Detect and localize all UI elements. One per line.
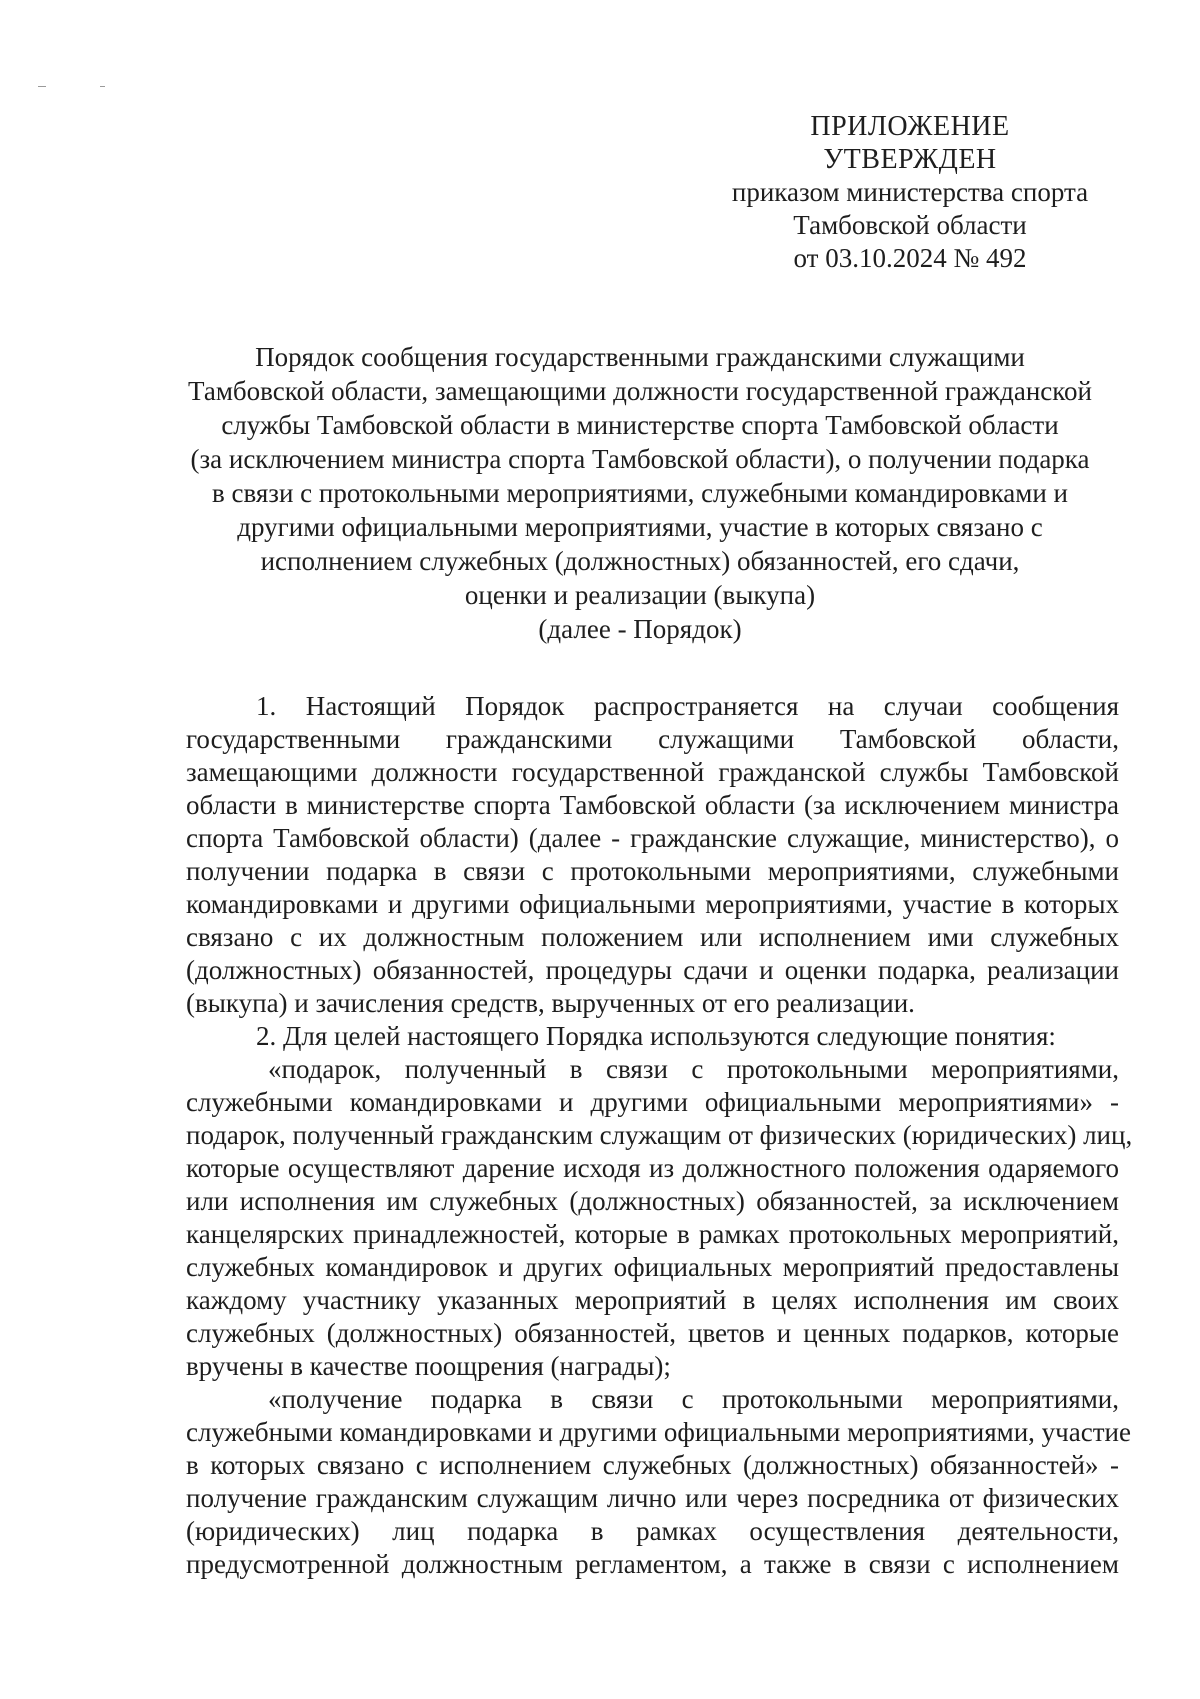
definition-1-line: или исполнения им служебных (должностных) обязанностей, за исключением (186, 1186, 1119, 1216)
definition-1-line: служебными командировками и другими официальными мероприятиями» - (186, 1087, 1119, 1117)
definition-2-line: в которых связано с исполнением служебных (должностных) обязанностей» - (186, 1450, 1119, 1480)
definition-1-line: подарок, полученный гражданским служащим от физических (юридических) лиц, (186, 1120, 1133, 1150)
order-region: Тамбовской области (793, 210, 1027, 240)
definition-1-line: служебных (должностных) обязанностей, цветов и ценных подарков, которые (186, 1318, 1119, 1348)
paragraph-1-line: командировками и другими официальными мероприятиями, участие в которых (186, 889, 1119, 919)
appendix-label: ПРИЛОЖЕНИЕ (810, 111, 1010, 142)
title-line: Порядок сообщения государственными гражданскими служащими (255, 342, 1025, 372)
definition-2-line: получение гражданским служащим лично или через посредника от физических (186, 1483, 1119, 1513)
paragraph-1-line: (должностных) обязанностей, процедуры сдачи и оценки подарка, реализации (186, 955, 1119, 985)
paragraph-1-line: получении подарка в связи с протокольными мероприятиями, служебными (186, 856, 1119, 886)
scan-mark (100, 86, 105, 87)
definition-2-line: предусмотренной должностным регламентом, а также в связи с исполнением (186, 1549, 1119, 1579)
title-line: в связи с протокольными мероприятиями, служебными командировками и (212, 478, 1068, 508)
order-date-number: от 03.10.2024 № 492 (793, 243, 1027, 273)
title-line: другими официальными мероприятиями, участие в которых связано с (237, 512, 1043, 542)
definition-1-line: которые осуществляют дарение исходя из должностного положения одаряемого (186, 1153, 1119, 1183)
definition-1-line: канцелярских принадлежностей, которые в рамках протокольных мероприятий, (186, 1219, 1119, 1249)
title-line: (за исключением министра спорта Тамбовской области), о получении подарка (190, 444, 1090, 474)
definition-2-line: (юридических) лиц подарка в рамках осуществления деятельности, (186, 1516, 1119, 1546)
paragraph-1-line: государственными гражданскими служащими Тамбовской области, (186, 724, 1119, 754)
approved-label: УТВЕРЖДЕН (823, 144, 997, 175)
approval-stamp-block (700, 110, 1120, 275)
definition-2-line: «получение подарка в связи с протокольными мероприятиями, (268, 1384, 1119, 1414)
paragraph-1-line: области в министерстве спорта Тамбовской области (за исключением министра (186, 790, 1119, 820)
paragraph-1-line: связано с их должностным положением или исполнением ими служебных (186, 922, 1119, 952)
title-line: (далее - Порядок) (538, 614, 742, 644)
title-line: оценки и реализации (выкупа) (464, 580, 816, 610)
definition-1-line: служебных командировок и других официальных мероприятий предоставлены (186, 1252, 1119, 1282)
paragraph-1-line: замещающими должности государственной гражданской службы Тамбовской (186, 757, 1119, 787)
document-title (160, 340, 1120, 646)
paragraph-2-line: 2. Для целей настоящего Порядка используются следующие понятия: (256, 1021, 1056, 1051)
order-issuer: приказом министерства спорта (731, 177, 1089, 207)
definition-1-line: «подарок, полученный в связи с протокольными мероприятиями, (268, 1054, 1119, 1084)
paragraph-1-line: 1. Настоящий Порядок распространяется на случаи сообщения (256, 691, 1119, 721)
definition-1-line: каждому участнику указанных мероприятий в целях исполнения им своих (186, 1285, 1119, 1315)
title-line: службы Тамбовской области в министерстве спорта Тамбовской области (221, 410, 1059, 440)
paragraph-1-line: (выкупа) и зачисления средств, вырученных от его реализации. (186, 988, 915, 1018)
title-line: исполнением служебных (должностных) обязанностей, его сдачи, (260, 546, 1020, 576)
scan-mark (38, 86, 46, 87)
definition-1-line: вручены в качестве поощрения (награды); (186, 1351, 671, 1381)
definition-2-line: служебными командировками и другими официальными мероприятиями, участие (186, 1417, 1131, 1447)
document-body (186, 690, 1133, 1581)
title-line: Тамбовской области, замещающими должности государственной гражданской (188, 376, 1092, 406)
paragraph-1-line: спорта Тамбовской области) (далее - гражданские служащие, министерство), о (186, 823, 1119, 853)
